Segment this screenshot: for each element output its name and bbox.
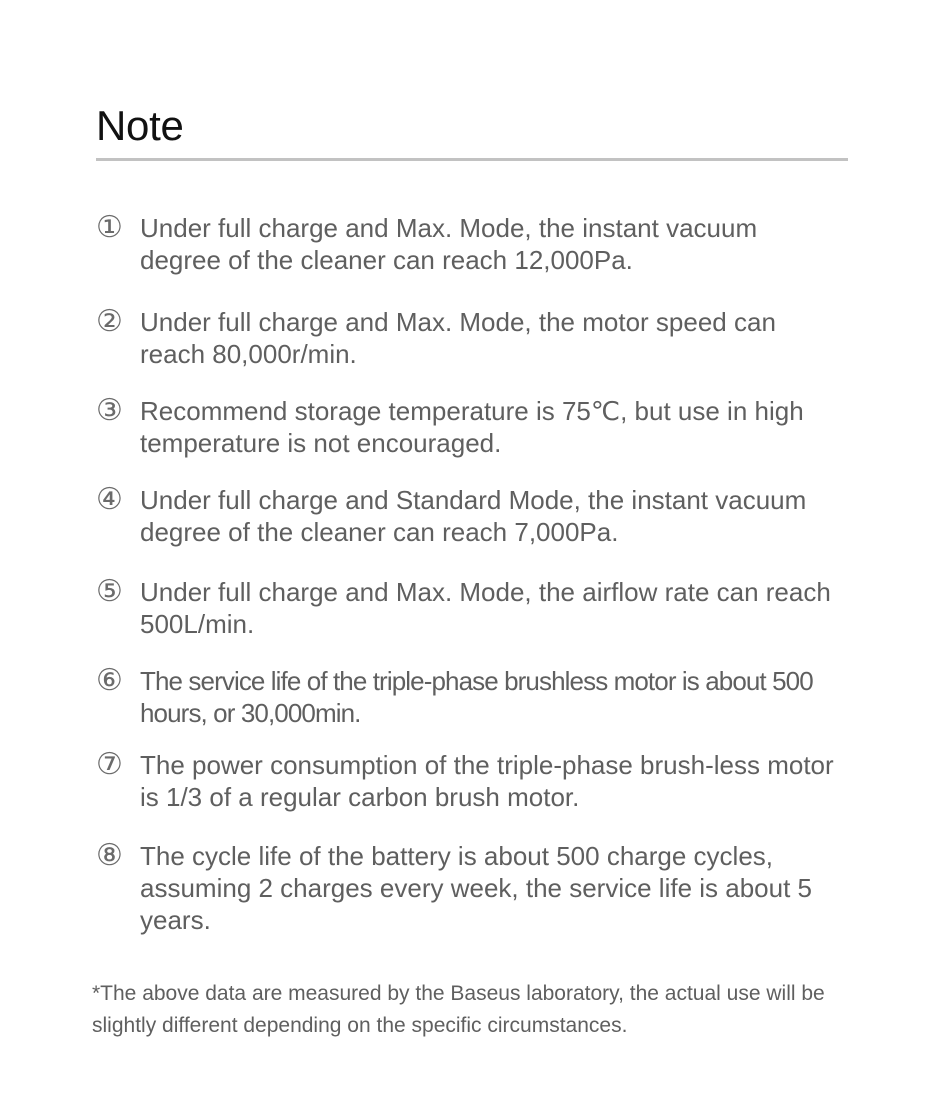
- note-item-7: [96, 749, 836, 813]
- footnote: *The above data are measured by the Baseus laboratory, the actual use will be slightly different depending on the specific circumstances.: [92, 982, 825, 1037]
- circled-number-4-marker: ④: [96, 482, 123, 517]
- note-item-2: [96, 306, 836, 370]
- circled-number-1-marker: ①: [96, 210, 123, 245]
- note-item-1-text: Under full charge and Max. Mode, the instant vacuum degree of the cleaner can reach 12,000Pa.: [140, 213, 758, 275]
- page-title: Note: [96, 102, 184, 149]
- note-item-3: [96, 395, 836, 459]
- circled-number-5-marker: ⑤: [96, 574, 123, 609]
- note-item-5-text: Under full charge and Max. Mode, the airflow rate can reach 500L/min.: [140, 577, 831, 639]
- note-item-1: [96, 212, 836, 276]
- circled-number-3-marker: ③: [96, 393, 123, 428]
- circled-number-6-marker: ⑥: [96, 663, 123, 698]
- note-item-6: [96, 665, 836, 729]
- note-item-7-text: The power consumption of the triple-phase brush-less motor is 1/3 of a regular carbon brush motor.: [140, 750, 834, 812]
- note-item-5: [96, 576, 836, 640]
- note-item-3-text: Recommend storage temperature is 75℃, but use in high temperature is not encouraged.: [140, 396, 804, 458]
- circled-number-2-marker: ②: [96, 304, 123, 339]
- circled-number-8-marker: ⑧: [96, 838, 123, 873]
- circled-number-7-marker: ⑦: [96, 747, 123, 782]
- note-item-8-text: The cycle life of the battery is about 500 charge cycles, assuming 2 charges every week, the service life is about 5 years.: [140, 841, 813, 935]
- note-item-6-text: The service life of the triple-phase brushless motor is about 500 hours, or 30,000min.: [140, 666, 813, 728]
- note-item-2-text: Under full charge and Max. Mode, the motor speed can reach 80,000r/min.: [140, 307, 776, 369]
- note-item-4-text: Under full charge and Standard Mode, the instant vacuum degree of the cleaner can reach 7,000Pa.: [140, 485, 807, 547]
- note-item-4: [96, 484, 836, 548]
- title-divider: [96, 158, 848, 161]
- note-item-8: [96, 840, 836, 936]
